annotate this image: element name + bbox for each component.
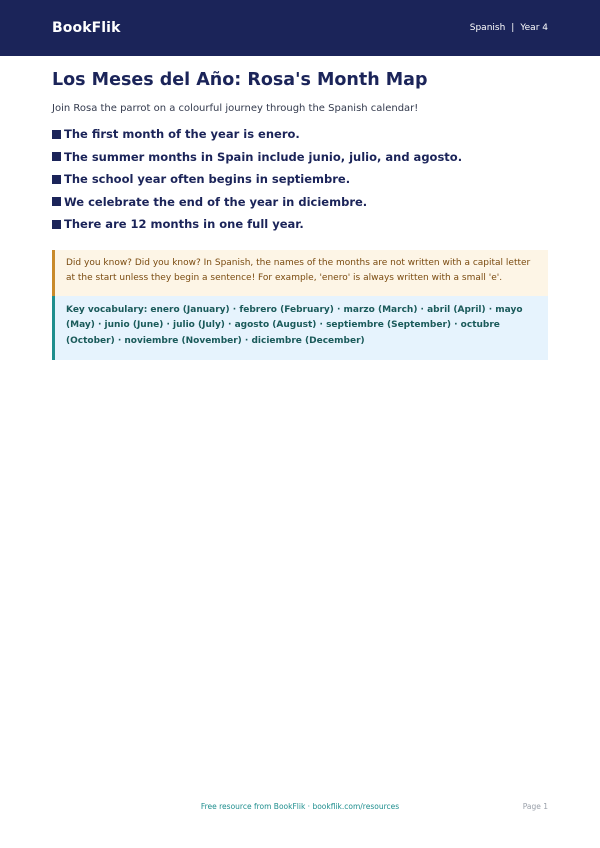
list-item-text: There are 12 months in one full year. (64, 217, 304, 232)
square-bullet-icon (52, 130, 61, 139)
main-content (0, 68, 600, 360)
key-vocabulary-callout (52, 296, 548, 360)
page-number: Page 1 (522, 802, 548, 811)
list-item-text: The school year often begins in septiembre. (64, 172, 351, 187)
header-separator: | (511, 23, 515, 33)
brand-logo[interactable]: BookFlik (52, 20, 121, 36)
year-label: Year 4 (520, 23, 548, 33)
list-item (52, 123, 548, 146)
page-title: Los Meses del Año: Rosa's Month Map (52, 70, 428, 90)
list-item (52, 191, 548, 214)
intro-text: Join Rosa the parrot on a colourful journey through the Spanish calendar! (52, 103, 419, 114)
fact-list (52, 123, 548, 236)
header-meta (470, 23, 548, 33)
list-item-text: The first month of the year is enero. (64, 127, 300, 142)
subject-label: Spanish (469, 23, 506, 33)
footer-resource-link[interactable]: Free resource from BookFlik · bookflik.com/resources (200, 802, 400, 811)
list-item-text: We celebrate the end of the year in diciembre. (64, 194, 368, 209)
page-footer (52, 802, 548, 814)
did-you-know-callout (52, 250, 548, 296)
list-item (52, 146, 548, 169)
square-bullet-icon (52, 220, 61, 229)
did-you-know-text: Did you know? Did you know? In Spanish, the names of the months are not written with a capital letter at the start unless they begin a sentence! For example, 'enero' is always written with a small 'e'. (66, 257, 531, 283)
square-bullet-icon (52, 175, 61, 184)
page-header (0, 0, 600, 56)
list-item (52, 213, 548, 236)
list-item-text: The summer months in Spain include junio, julio, and agosto. (64, 149, 463, 164)
square-bullet-icon (52, 197, 61, 206)
list-item (52, 168, 548, 191)
key-vocabulary-text: Key vocabulary: enero (January) · febrero (February) · marzo (March) · abril (April) · mayo (May) · junio (June) · julio (July) · agosto (August) · septiembre (September) · octubre (October) · noviembre (November) · diciembre (December) (66, 304, 523, 346)
square-bullet-icon (52, 152, 61, 161)
